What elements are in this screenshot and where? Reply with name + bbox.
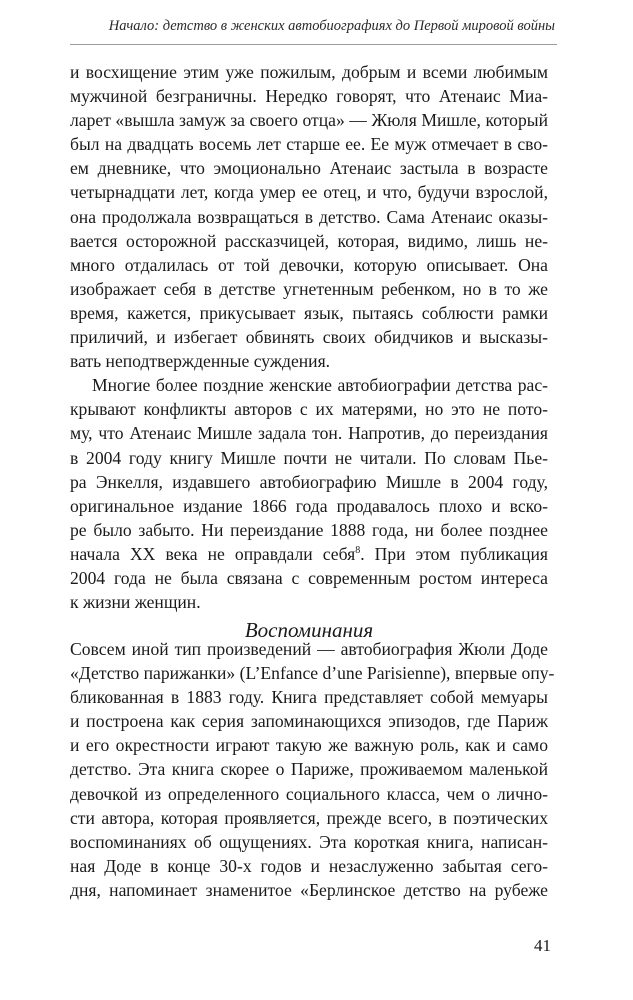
text-line: вать неподтвержденные суждения. [70,351,331,372]
main-text-bottom [70,637,555,902]
text-line: четырнадцати лет, когда умер ее отец, и что, будучи взрослой, [70,182,548,203]
text-line: детство. Эта книга скорее о Париже, проживаемом маленькой [70,759,548,780]
text-line: «Детство парижанки» (L’Enfance d’une Parisienne), впервые опу- [70,663,555,684]
text-line: и восхищение этим уже пожилым, добрым и всеми любимым [70,62,548,82]
main-text-top [70,60,548,614]
text-line: изображает себя в детстве угнетенным ребенком, но в то же [70,278,548,299]
text-line: время, кажется, прикусывает язык, пытаясь соблюсти рамки [70,302,548,323]
text-line: ем дневнике, что эмоционально Атенаис застыла в возрасте [70,158,548,179]
text-line: и его окрестности играют такую же важную роль, как и само [70,735,548,756]
text-line: крывают конфликты авторов с их матерями, но это не пото- [70,399,548,420]
text-line: мужчиной безграничны. Нередко говорят, что Атенаис Миа- [70,86,548,107]
text-line: ная Доде в конце 30-х годов и незаслуженно забытая сего- [70,855,548,876]
text-line: ра Энкелля, издавшего автобиографию Мишле в 2004 году, [70,471,548,492]
text-line: воспоминаниях об ощущениях. Эта короткая книга, написан- [70,831,548,852]
paragraph-1 [70,60,548,373]
text-segment: начала XX века не оправдали себя [70,543,356,564]
text-line: му, что Атенаис Мишле задала тон. Напротив, до переиздания [70,423,548,444]
footnote-reference[interactable]: 8 [355,545,361,557]
page-number: 41 [534,936,551,955]
text-line: ре было забыто. Ни переиздание 1888 года, ни более позднее [70,519,548,540]
text-line: и построена как серия запоминающихся эпизодов, где Париж [70,711,548,732]
text-line: Совсем иной тип произведений — автобиография Жюли Доде [70,639,548,659]
text-line: в 2004 году книгу Мишле почти не читали. По словам Пье- [70,447,548,468]
text-segment: . При этом публикация [360,543,549,564]
text-line: 2004 года не была связана с современным ростом интереса [70,567,548,588]
text-line-with-footnote [70,542,548,566]
header-rule [70,44,557,45]
text-line: девочкой из определенного социального класса, чем о лично- [70,783,548,804]
text-line: бликованная в 1883 году. Книга представляет собой мемуары [70,687,548,708]
text-line: оригинальное издание 1866 года продавалось плохо и вско- [70,495,548,516]
section-title: Воспоминания [244,618,374,642]
text-line: Многие более поздние женские автобиографии детства рас- [92,375,548,396]
text-line: приличий, и избегает обвинять своих обидчиков и высказы- [70,327,548,348]
paragraph-3 [70,637,555,902]
running-header: Начало: детство в женских автобиографиях до Первой мировой войны [108,18,555,34]
paragraph-2 [70,373,548,614]
text-line: она продолжала возвращаться в детство. Сама Атенаис оказы- [70,206,548,227]
text-line: сти автора, которая проявляется, прежде всего, в поэтических [70,807,548,828]
text-line: к жизни женщин. [70,592,201,613]
text-line: вается осторожной рассказчицей, которая, видимо, лишь не- [70,230,548,251]
text-line: ларет «вышла замуж за своего отца» — Жюля Мишле, который [70,110,548,131]
text-line: был на двадцать восемь лет старше ее. Ее муж отмечает в сво- [70,134,548,155]
text-line: дня, напоминает знаменитое «Берлинское детство на рубеже [70,879,548,900]
text-line: много отдалилась от той девочки, которую описывает. Она [70,254,548,275]
